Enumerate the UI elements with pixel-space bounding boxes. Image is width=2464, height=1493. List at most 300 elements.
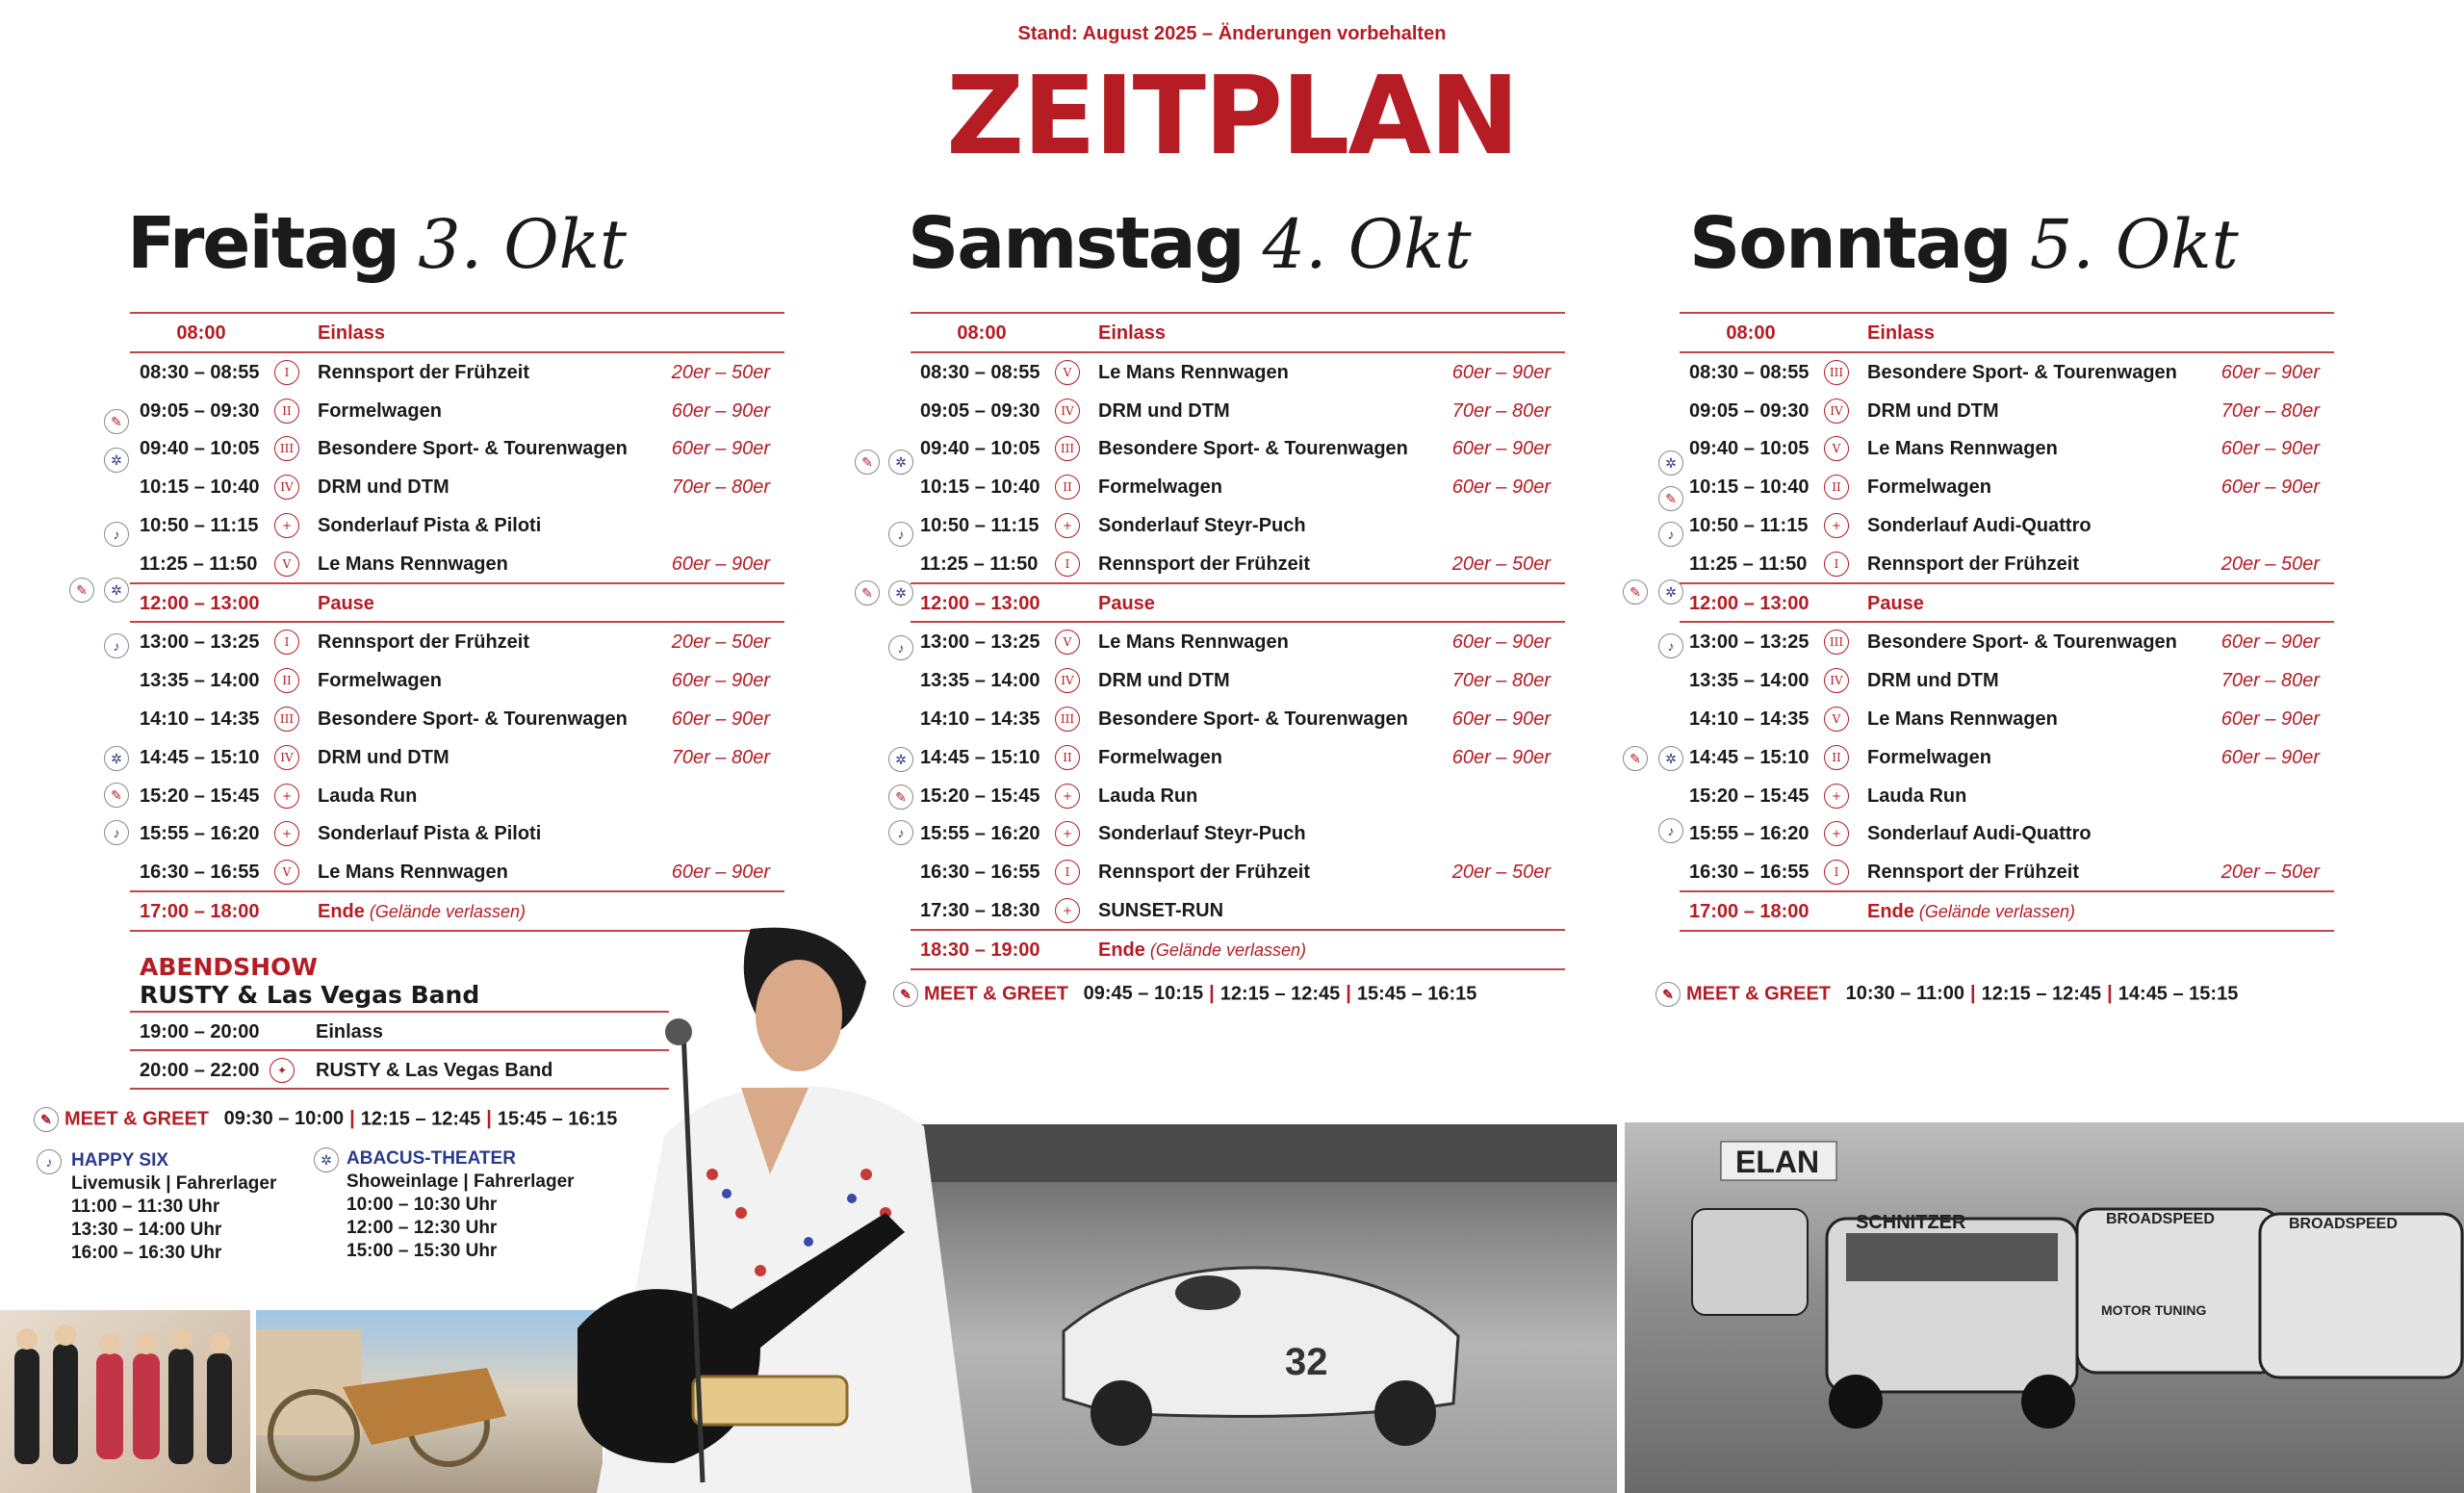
day-date: 5. Okt	[2029, 205, 2239, 284]
row-name-text: Le Mans Rennwagen	[1098, 631, 1289, 654]
day-date: 3. Okt	[418, 205, 628, 284]
row-time: 11:25 – 11:50	[140, 553, 258, 575]
row-era: 60er – 90er	[1451, 631, 1551, 654]
row-name-text: Sonderlauf Audi-Quattro	[1867, 514, 2092, 536]
music-note-icon: ♪	[1658, 818, 1683, 843]
row-time: 16:30 – 16:55	[140, 862, 260, 884]
row-time: 09:05 – 09:30	[920, 399, 1040, 422]
row-name-text: Lauda Run	[1098, 785, 1198, 807]
schedule-row	[130, 814, 784, 853]
schedule-row-highlight	[1680, 892, 2334, 932]
theater-icon: ✲	[888, 580, 913, 605]
row-time: 15:20 – 15:45	[1689, 785, 1810, 807]
row-name-text: Einlass	[318, 322, 386, 344]
race-group-badge: +	[1055, 898, 1080, 923]
race-group-badge: V	[274, 860, 299, 885]
microphone-icon: ✎	[855, 450, 880, 475]
row-name-text: Formelwagen	[1867, 476, 1991, 499]
row-name-text: Einlass	[1867, 322, 1936, 344]
row-time: 08:00	[957, 322, 1007, 344]
schedule-row	[1680, 623, 2334, 661]
row-name-text: Le Mans Rennwagen	[1867, 708, 2058, 730]
row-name	[1098, 785, 1197, 808]
schedule-row	[130, 777, 784, 815]
car-number: 32	[1285, 1341, 1328, 1383]
row-time: 12:00 – 13:00	[920, 592, 1040, 614]
happy-six-info	[71, 1149, 276, 1265]
day-name: Sonntag	[1689, 202, 2011, 285]
car-sponsor: BROADSPEED	[2289, 1216, 2398, 1232]
race-group-badge: V	[1055, 630, 1080, 655]
abendshow-section	[140, 953, 479, 1009]
schedule-table-sunday	[1680, 312, 2334, 932]
schedule-row	[130, 700, 784, 738]
row-time: 13:00 – 13:25	[920, 631, 1040, 654]
row-name	[1098, 438, 1408, 460]
race-group-badge: II	[1824, 745, 1849, 770]
page-title: ZEITPLAN	[946, 54, 1518, 179]
row-name	[1098, 322, 1166, 345]
row-name	[318, 670, 442, 692]
row-name	[318, 553, 508, 576]
row-name-text: DRM und DTM	[1098, 399, 1230, 422]
row-era: 70er – 80er	[671, 746, 770, 768]
row-time: 14:10 – 14:35	[920, 708, 1040, 730]
row-era: 60er – 90er	[1451, 361, 1551, 383]
row-name	[1098, 553, 1310, 576]
race-group-badge: III	[274, 436, 299, 461]
row-name-text: Formelwagen	[1098, 746, 1222, 768]
row-era: 70er – 80er	[1451, 399, 1551, 422]
music-note-icon: ♪	[888, 522, 913, 547]
meet-greet-time: 09:45 – 10:15	[1083, 983, 1204, 1005]
row-name-text: Formelwagen	[318, 670, 442, 692]
row-name-text: Sonderlauf Pista & Piloti	[318, 514, 542, 536]
row-name-text: Pause	[318, 592, 374, 614]
row-time: 09:05 – 09:30	[140, 399, 260, 422]
row-name-text: Besondere Sport- & Tourenwagen	[1098, 438, 1408, 460]
row-name	[1867, 553, 2079, 576]
schedule-row	[911, 814, 1565, 853]
performer-icon: ✦	[270, 1058, 295, 1083]
abendshow-row	[130, 1051, 669, 1090]
race-group-badge: II	[1824, 475, 1849, 500]
race-group-badge: II	[1055, 475, 1080, 500]
row-name	[318, 823, 541, 845]
row-time: 16:30 – 16:55	[1689, 862, 1810, 884]
row-name-text: Le Mans Rennwagen	[1098, 361, 1289, 383]
schedule-table-saturday	[911, 312, 1565, 970]
row-era: 60er – 90er	[2220, 708, 2320, 730]
row-name-text: DRM und DTM	[1867, 670, 1999, 692]
row-time: 19:00 – 20:00	[140, 1021, 260, 1043]
row-name-text: Ende	[1098, 939, 1145, 961]
day-name: Samstag	[908, 202, 1244, 285]
schedule-row	[911, 429, 1565, 468]
meet-greet-label: MEET & GREET	[1686, 983, 1832, 1005]
row-time: 09:40 – 10:05	[920, 438, 1040, 460]
row-name-text: Pause	[1098, 592, 1155, 614]
race-group-badge: II	[274, 399, 299, 424]
row-name-text: Rennsport der Frühzeit	[1098, 553, 1311, 575]
row-time: 13:35 – 14:00	[140, 670, 260, 692]
row-time: 14:45 – 15:10	[920, 746, 1040, 768]
schedule-row-highlight	[130, 584, 784, 624]
row-name-text: Sonderlauf Steyr-Puch	[1098, 823, 1306, 845]
row-time: 14:10 – 14:35	[1689, 708, 1810, 730]
row-era: 20er – 50er	[2220, 553, 2320, 575]
race-group-badge: V	[1824, 436, 1849, 461]
row-name-text: Formelwagen	[1098, 476, 1222, 499]
happy-six-title: HAPPY SIX	[71, 1150, 169, 1171]
abacus-info	[346, 1147, 575, 1263]
row-time: 08:00	[1726, 322, 1776, 344]
music-note-icon: ♪	[1658, 633, 1683, 658]
schedule-table-friday	[130, 312, 784, 932]
race-group-badge: I	[1824, 860, 1849, 885]
schedule-row	[911, 661, 1565, 700]
row-name	[1098, 515, 1306, 537]
row-name: RUSTY & Las Vegas Band	[316, 1060, 553, 1081]
schedule-row-highlight	[1680, 584, 2334, 624]
row-name-text: DRM und DTM	[1098, 670, 1230, 692]
race-group-badge: I	[1055, 860, 1080, 885]
schedule-row	[130, 853, 784, 892]
row-name	[318, 862, 508, 884]
row-time: 10:15 – 10:40	[140, 476, 260, 499]
race-group-badge: IV	[274, 745, 299, 770]
schedule-row-highlight	[130, 314, 784, 353]
day-header-friday	[127, 202, 627, 295]
row-name-text: DRM und DTM	[1867, 399, 1999, 422]
row-era: 60er – 90er	[2220, 476, 2320, 499]
race-group-badge: +	[274, 513, 299, 538]
schedule-row	[911, 468, 1565, 506]
schedule-row	[1680, 661, 2334, 700]
music-note-icon: ♪	[888, 820, 913, 845]
row-name-text: DRM und DTM	[318, 476, 449, 499]
theater-icon: ✲	[104, 746, 129, 771]
race-group-badge: II	[1055, 745, 1080, 770]
schedule-row	[911, 700, 1565, 738]
row-time: 14:10 – 14:35	[140, 708, 260, 730]
microphone-icon: ✎	[104, 783, 129, 808]
day-date: 4. Okt	[1262, 205, 1472, 284]
race-group-badge: V	[274, 552, 299, 577]
row-time: 13:00 – 13:25	[1689, 631, 1810, 654]
row-time: 20:00 – 22:00	[140, 1060, 260, 1081]
microphone-icon: ✎	[855, 580, 880, 605]
abendshow-subtitle: RUSTY & Las Vegas Band	[140, 981, 480, 1009]
meet-greet-sunday: ✎ MEET & GREET 10:30 – 11:00 | 12:15 – 12:45 | 14:45 – 15:15	[1656, 982, 2238, 1007]
abacus-time: 12:00 – 12:30 Uhr	[346, 1218, 498, 1238]
row-name	[1098, 593, 1155, 615]
row-era: 20er – 50er	[1451, 553, 1551, 575]
abacus-time: 15:00 – 15:30 Uhr	[346, 1241, 498, 1261]
row-name-text: DRM und DTM	[318, 746, 449, 768]
row-era: 60er – 90er	[671, 670, 770, 692]
row-name	[318, 901, 526, 923]
schedule-row	[1680, 777, 2334, 815]
row-name: Einlass	[316, 1021, 384, 1043]
race-group-badge: IV	[274, 475, 299, 500]
race-group-badge: +	[274, 784, 299, 809]
microphone-icon: ✎	[893, 982, 918, 1007]
row-name	[318, 322, 385, 345]
row-time: 10:50 – 11:15	[140, 514, 259, 536]
row-time: 15:55 – 16:20	[1689, 823, 1810, 845]
race-group-badge: +	[1055, 784, 1080, 809]
microphone-icon: ✎	[1658, 486, 1683, 511]
row-time: 08:30 – 08:55	[140, 361, 260, 383]
race-group-badge: I	[274, 630, 299, 655]
theater-icon: ✲	[314, 1147, 339, 1172]
abacus-time: 10:00 – 10:30 Uhr	[346, 1195, 498, 1215]
music-note-icon: ♪	[104, 633, 129, 658]
music-note-icon: ♪	[37, 1149, 62, 1174]
schedule-row-highlight	[911, 584, 1565, 624]
row-era: 20er – 50er	[1451, 862, 1551, 884]
row-time: 09:40 – 10:05	[1689, 438, 1810, 460]
band-photo	[0, 1310, 250, 1493]
race-group-badge: III	[1824, 360, 1849, 385]
row-name	[1867, 823, 2092, 845]
row-name	[1867, 515, 2092, 537]
row-time: 08:30 – 08:55	[1689, 361, 1810, 383]
row-era: 60er – 90er	[671, 553, 770, 575]
happy-six-time: 16:00 – 16:30 Uhr	[71, 1243, 222, 1263]
race-group-badge: II	[274, 668, 299, 693]
car-sponsor: BROADSPEED	[2106, 1211, 2215, 1227]
row-name-text: Formelwagen	[318, 399, 442, 422]
row-name	[1098, 862, 1310, 884]
row-time: 15:55 – 16:20	[920, 823, 1040, 845]
row-time: 10:50 – 11:15	[920, 514, 1040, 536]
row-name	[318, 747, 449, 769]
row-era: 60er – 90er	[1451, 476, 1551, 499]
schedule-row	[1680, 738, 2334, 777]
row-era: 20er – 50er	[671, 361, 770, 383]
schedule-row	[1680, 545, 2334, 584]
row-name	[1867, 476, 1991, 499]
meet-greet-time: 15:45 – 16:15	[497, 1108, 618, 1130]
schedule-row	[130, 353, 784, 392]
schedule-row	[911, 853, 1565, 891]
race-group-badge: +	[274, 821, 299, 846]
row-name-text: Ende	[1867, 900, 1914, 922]
row-name-text: Sonderlauf Audi-Quattro	[1867, 823, 2092, 845]
row-time: 17:00 – 18:00	[1689, 900, 1810, 922]
meet-greet-label: MEET & GREET	[924, 983, 1069, 1005]
abacus-title: ABACUS-THEATER	[346, 1148, 516, 1169]
schedule-row	[1680, 429, 2334, 468]
schedule-row	[911, 353, 1565, 392]
row-time: 15:20 – 15:45	[920, 785, 1040, 807]
microphone-icon: ✎	[888, 785, 913, 810]
race-group-badge: I	[274, 360, 299, 385]
performer-photo	[520, 924, 1040, 1493]
car-sponsor: SCHNITZER	[1856, 1212, 1966, 1233]
row-name	[318, 631, 529, 654]
row-name	[318, 362, 529, 384]
row-name	[1098, 940, 1306, 962]
row-name-text: Rennsport der Frühzeit	[318, 631, 530, 654]
row-name-text: Le Mans Rennwagen	[318, 862, 508, 884]
meet-greet-time: 10:30 – 11:00	[1845, 983, 1965, 1005]
row-name-text: Besondere Sport- & Tourenwagen	[1867, 361, 2177, 383]
schedule-row-highlight	[911, 314, 1565, 353]
microphone-icon: ✎	[1623, 746, 1648, 771]
row-era: 70er – 80er	[671, 476, 770, 499]
race-group-badge: III	[274, 707, 299, 732]
row-name-text: Le Mans Rennwagen	[318, 553, 508, 575]
row-name	[1867, 785, 1966, 808]
row-name	[1867, 322, 1935, 345]
meet-greet-time: 14:45 – 15:15	[2118, 983, 2239, 1005]
row-note: (Gelände verlassen)	[1918, 901, 2075, 921]
row-name	[1098, 708, 1408, 731]
row-note: (Gelände verlassen)	[369, 901, 526, 921]
row-name-text: Sonderlauf Pista & Piloti	[318, 823, 542, 845]
row-time: 13:35 – 14:00	[1689, 670, 1810, 692]
theater-icon: ✲	[888, 450, 913, 475]
row-era: 60er – 90er	[2220, 631, 2320, 654]
row-name	[1098, 476, 1222, 499]
abendshow-title: ABENDSHOW	[140, 953, 318, 981]
row-name-text: Besondere Sport- & Tourenwagen	[1098, 708, 1408, 730]
meet-greet-friday: ✎ MEET & GREET 09:30 – 10:00 | 12:15 – 12:45 | 15:45 – 16:15	[34, 1107, 617, 1132]
row-name	[318, 593, 374, 615]
row-name	[1098, 362, 1289, 384]
row-era: 60er – 90er	[671, 399, 770, 422]
race-group-badge: III	[1055, 707, 1080, 732]
theater-icon: ✲	[1658, 746, 1683, 771]
happy-six-time: 13:30 – 14:00 Uhr	[71, 1220, 222, 1240]
race-group-badge: +	[1824, 784, 1849, 809]
row-era: 60er – 90er	[671, 438, 770, 460]
row-time: 13:00 – 13:25	[140, 631, 260, 654]
schedule-row	[130, 623, 784, 661]
row-name-text: SUNSET-RUN	[1098, 899, 1224, 921]
microphone-icon: ✎	[69, 578, 94, 603]
music-note-icon: ♪	[1658, 522, 1683, 547]
row-name-text: Besondere Sport- & Tourenwagen	[318, 438, 628, 460]
music-note-icon: ♪	[104, 820, 129, 845]
schedule-row	[1680, 814, 2334, 853]
meet-greet-saturday: ✎ MEET & GREET 09:45 – 10:15 | 12:15 – 12:45 | 15:45 – 16:15	[893, 982, 1476, 1007]
theater-icon: ✲	[888, 747, 913, 772]
row-time: 18:30 – 19:00	[920, 939, 1040, 961]
schedule-row	[130, 661, 784, 700]
schedule-row	[130, 545, 784, 584]
meet-greet-time: 12:15 – 12:45	[1981, 983, 2102, 1005]
row-name	[1098, 670, 1230, 692]
row-name	[1867, 747, 1991, 769]
schedule-row	[130, 468, 784, 506]
schedule-row	[911, 392, 1565, 430]
race-group-badge: III	[1055, 436, 1080, 461]
race-group-badge: III	[1824, 630, 1849, 655]
row-era: 70er – 80er	[2220, 670, 2320, 692]
row-name-text: Pause	[1867, 592, 1924, 614]
row-era: 60er – 90er	[2220, 361, 2320, 383]
row-name	[318, 476, 449, 499]
happy-six-time: 11:00 – 11:30 Uhr	[71, 1197, 220, 1217]
schedule-row	[911, 738, 1565, 777]
row-time: 09:40 – 10:05	[140, 438, 260, 460]
schedule-row	[1680, 506, 2334, 545]
row-name	[318, 400, 442, 423]
row-time: 15:55 – 16:20	[140, 823, 260, 845]
row-name	[1098, 823, 1306, 845]
row-name-text: Besondere Sport- & Tourenwagen	[318, 708, 628, 730]
schedule-row	[1680, 353, 2334, 392]
row-time: 10:50 – 11:15	[1689, 514, 1809, 536]
abacus-subtitle: Showeinlage | Fahrerlager	[346, 1171, 575, 1192]
row-era: 60er – 90er	[1451, 708, 1551, 730]
race-group-badge: +	[1055, 821, 1080, 846]
row-name-text: Ende	[318, 900, 365, 922]
row-era: 70er – 80er	[1451, 670, 1551, 692]
row-time: 17:30 – 18:30	[920, 899, 1040, 921]
meet-greet-label: MEET & GREET	[64, 1108, 210, 1130]
schedule-row	[1680, 468, 2334, 506]
race-group-badge: +	[1824, 821, 1849, 846]
race-group-badge: IV	[1055, 399, 1080, 424]
row-name	[1098, 900, 1223, 922]
row-time: 10:15 – 10:40	[920, 476, 1040, 499]
race-group-badge: IV	[1824, 399, 1849, 424]
row-name	[318, 708, 628, 731]
row-name-text: Le Mans Rennwagen	[1867, 438, 2058, 460]
day-name: Freitag	[127, 202, 399, 285]
row-name-text: Rennsport der Frühzeit	[1867, 553, 2080, 575]
row-name-text: Besondere Sport- & Tourenwagen	[1867, 631, 2177, 654]
happy-six-subtitle: Livemusik | Fahrerlager	[71, 1173, 277, 1194]
elan-banner: ELAN	[1735, 1145, 1820, 1179]
race-group-badge: IV	[1824, 668, 1849, 693]
race-group-badge: I	[1824, 552, 1849, 577]
schedule-row	[911, 545, 1565, 584]
schedule-row	[911, 623, 1565, 661]
race-group-badge: +	[1824, 513, 1849, 538]
row-time: 08:00	[176, 322, 226, 344]
row-time: 08:30 – 08:55	[920, 361, 1040, 383]
row-time: 14:45 – 15:10	[1689, 746, 1810, 768]
row-name	[1867, 400, 1999, 423]
row-name	[1098, 400, 1230, 423]
race-group-badge: +	[1055, 513, 1080, 538]
row-name	[1098, 747, 1222, 769]
race-group-badge: V	[1055, 360, 1080, 385]
microphone-icon: ✎	[104, 409, 129, 434]
row-time: 12:00 – 13:00	[1689, 592, 1810, 614]
row-era: 60er – 90er	[2220, 746, 2320, 768]
row-time: 14:45 – 15:10	[140, 746, 260, 768]
row-name	[1867, 362, 2177, 384]
schedule-row	[1680, 853, 2334, 892]
row-name	[1867, 901, 2075, 923]
schedule-row	[911, 777, 1565, 815]
row-name	[1867, 862, 2079, 884]
row-name	[1867, 708, 2058, 731]
row-note: (Gelände verlassen)	[1149, 940, 1306, 960]
row-name-text: Rennsport der Frühzeit	[1098, 862, 1311, 884]
row-name	[1867, 593, 1924, 615]
row-name	[318, 515, 541, 537]
row-era: 60er – 90er	[671, 862, 770, 884]
meet-greet-time: 09:30 – 10:00	[223, 1108, 345, 1130]
